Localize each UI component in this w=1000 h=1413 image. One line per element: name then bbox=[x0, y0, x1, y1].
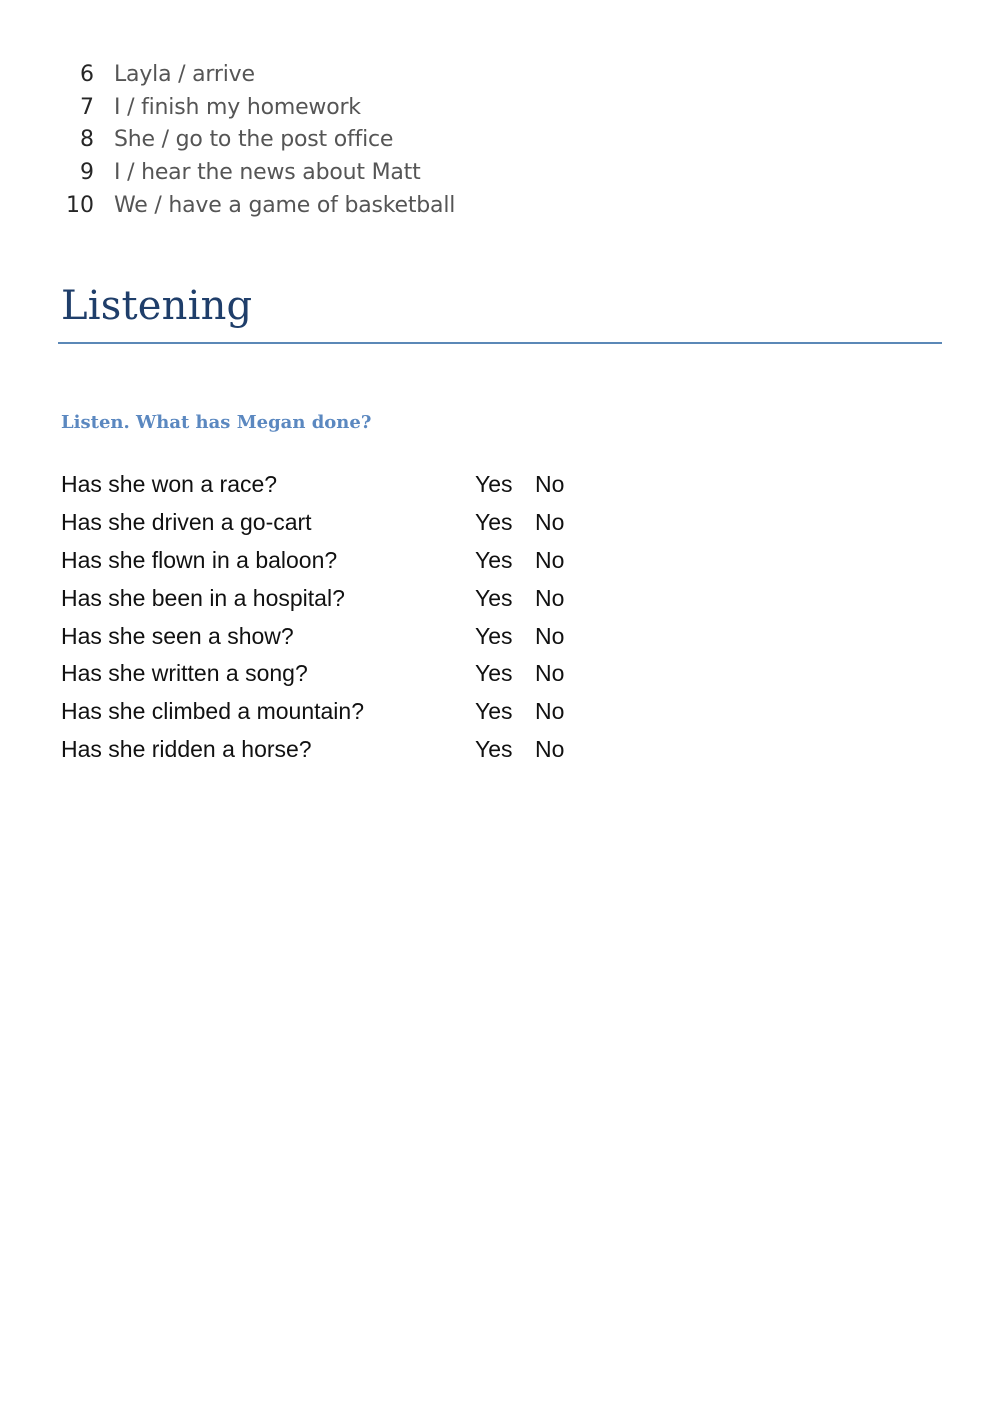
no-option[interactable]: No bbox=[535, 509, 565, 536]
list-item bbox=[62, 156, 455, 189]
item-number: 7 bbox=[80, 94, 94, 120]
section-title: Listening bbox=[61, 283, 253, 329]
no-option[interactable]: No bbox=[535, 471, 565, 498]
question-row bbox=[61, 731, 621, 769]
item-text: We / have a game of basketball bbox=[114, 192, 456, 218]
question-text: Has she ridden a horse? bbox=[61, 735, 312, 762]
list-item bbox=[62, 123, 455, 156]
item-number: 10 bbox=[66, 192, 94, 218]
question-row bbox=[61, 504, 621, 542]
no-option[interactable]: No bbox=[535, 546, 565, 573]
item-number: 9 bbox=[80, 159, 94, 185]
question-text: Has she flown in a baloon? bbox=[61, 546, 338, 573]
question-text: Has she driven a go-cart bbox=[61, 509, 312, 536]
yes-option[interactable]: Yes bbox=[475, 622, 513, 649]
no-option[interactable]: No bbox=[535, 584, 565, 611]
question-row bbox=[61, 466, 621, 504]
no-option[interactable]: No bbox=[535, 698, 565, 725]
question-row bbox=[61, 617, 621, 655]
item-text: Layla / arrive bbox=[114, 61, 255, 87]
listening-instruction: Listen. What has Megan done? bbox=[61, 412, 372, 433]
exercise-list bbox=[62, 58, 455, 221]
question-row bbox=[61, 655, 621, 693]
item-text: I / finish my homework bbox=[114, 94, 361, 120]
list-item bbox=[62, 189, 455, 222]
yes-option[interactable]: Yes bbox=[475, 471, 513, 498]
question-row bbox=[61, 579, 621, 617]
question-list bbox=[61, 466, 621, 768]
item-number: 6 bbox=[80, 61, 94, 87]
yes-option[interactable]: Yes bbox=[475, 660, 513, 687]
yes-option[interactable]: Yes bbox=[475, 509, 513, 536]
list-item bbox=[62, 91, 455, 124]
question-text: Has she won a race? bbox=[61, 471, 278, 498]
no-option[interactable]: No bbox=[535, 735, 565, 762]
yes-option[interactable]: Yes bbox=[475, 584, 513, 611]
question-text: Has she seen a show? bbox=[61, 622, 294, 649]
no-option[interactable]: No bbox=[535, 622, 565, 649]
yes-option[interactable]: Yes bbox=[475, 546, 513, 573]
title-divider bbox=[58, 342, 942, 344]
question-row bbox=[61, 542, 621, 580]
list-item bbox=[62, 58, 455, 91]
question-text: Has she written a song? bbox=[61, 660, 308, 687]
item-text: I / hear the news about Matt bbox=[114, 159, 421, 185]
yes-option[interactable]: Yes bbox=[475, 735, 513, 762]
question-text: Has she climbed a mountain? bbox=[61, 698, 364, 725]
item-number: 8 bbox=[80, 127, 94, 153]
yes-option[interactable]: Yes bbox=[475, 698, 513, 725]
question-row bbox=[61, 693, 621, 731]
question-text: Has she been in a hospital? bbox=[61, 584, 345, 611]
no-option[interactable]: No bbox=[535, 660, 565, 687]
item-text: She / go to the post office bbox=[114, 127, 394, 153]
